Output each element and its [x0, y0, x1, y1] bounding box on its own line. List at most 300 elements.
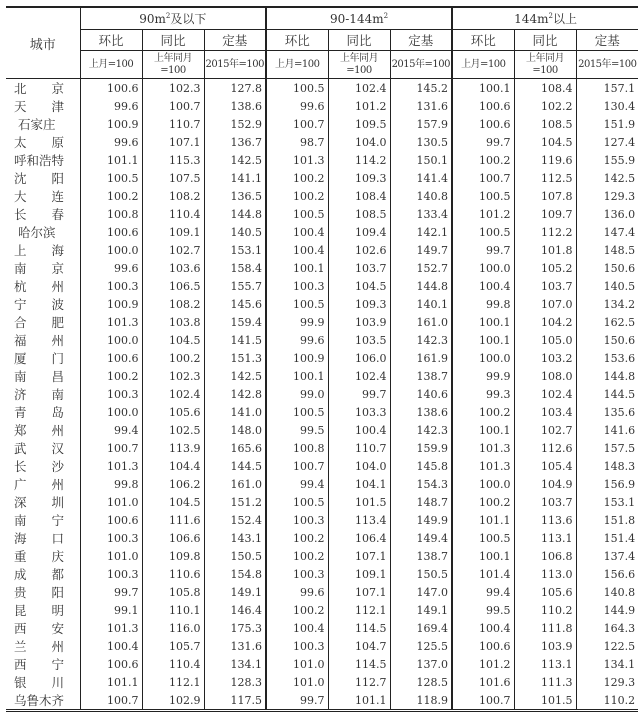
- city-name: 长 春: [14, 207, 65, 222]
- index-value: 144.8: [390, 277, 452, 295]
- sub-header: 环比: [266, 30, 328, 51]
- index-value: 125.5: [390, 637, 452, 655]
- index-value: 99.9: [266, 313, 328, 331]
- table-row: [6, 421, 638, 439]
- index-value: 100.7: [80, 439, 142, 457]
- table-row: [6, 493, 638, 511]
- table-row: [6, 205, 638, 223]
- index-value: 100.9: [266, 349, 328, 367]
- index-value: 101.3: [266, 151, 328, 169]
- index-value: 113.1: [514, 529, 576, 547]
- index-value: 101.5: [514, 691, 576, 711]
- index-value: 99.3: [452, 385, 514, 403]
- index-value: 101.1: [80, 151, 142, 169]
- city-name: 上 海: [14, 243, 65, 258]
- city-name: 大 连: [14, 189, 65, 204]
- index-value: 100.2: [80, 367, 142, 385]
- sub-header: 定基: [204, 30, 266, 51]
- index-value: 99.6: [80, 97, 142, 115]
- table-row: [6, 673, 638, 691]
- index-value: 98.7: [266, 133, 328, 151]
- unit-header: 上年同月=100: [142, 51, 204, 79]
- index-value: 134.1: [204, 655, 266, 673]
- city-name: 广 州: [14, 477, 65, 492]
- index-value: 99.4: [266, 475, 328, 493]
- sub-header: 同比: [142, 30, 204, 51]
- index-value: 145.2: [390, 79, 452, 98]
- index-value: 100.0: [80, 331, 142, 349]
- index-value: 140.8: [390, 187, 452, 205]
- index-value: 104.5: [514, 133, 576, 151]
- sub-header: 定基: [390, 30, 452, 51]
- city-name: 杭 州: [14, 279, 65, 294]
- table-row: [6, 223, 638, 241]
- index-value: 144.5: [576, 385, 638, 403]
- index-value: 141.0: [204, 403, 266, 421]
- index-value: 101.0: [80, 547, 142, 565]
- index-value: 155.7: [204, 277, 266, 295]
- index-value: 100.6: [452, 637, 514, 655]
- index-value: 147.4: [576, 223, 638, 241]
- index-value: 104.5: [142, 331, 204, 349]
- group-sup: 2: [548, 12, 553, 20]
- index-value: 150.6: [576, 331, 638, 349]
- index-value: 100.7: [452, 691, 514, 711]
- index-value: 138.6: [204, 97, 266, 115]
- index-value: 101.8: [514, 241, 576, 259]
- index-value: 169.4: [390, 619, 452, 637]
- index-value: 102.7: [142, 241, 204, 259]
- index-value: 101.1: [80, 673, 142, 691]
- index-value: 109.3: [328, 169, 390, 187]
- index-value: 109.3: [328, 295, 390, 313]
- city-name: 郑 州: [14, 423, 65, 438]
- table-row: [6, 133, 638, 151]
- index-value: 100.3: [266, 511, 328, 529]
- index-value: 99.6: [266, 97, 328, 115]
- index-value: 142.5: [204, 151, 266, 169]
- group-header: [80, 7, 266, 30]
- index-value: 149.1: [204, 583, 266, 601]
- city-name: 合 肥: [14, 315, 65, 330]
- city-name: 成 都: [14, 567, 65, 582]
- index-value: 112.1: [142, 673, 204, 691]
- index-value: 140.1: [390, 295, 452, 313]
- index-value: 99.7: [266, 691, 328, 711]
- index-value: 105.4: [514, 457, 576, 475]
- city-name: 南 京: [14, 261, 65, 276]
- index-value: 149.9: [390, 511, 452, 529]
- index-value: 152.7: [390, 259, 452, 277]
- index-value: 100.2: [452, 493, 514, 511]
- index-value: 112.5: [514, 169, 576, 187]
- sub-header: 定基: [576, 30, 638, 51]
- index-value: 157.9: [390, 115, 452, 133]
- index-value: 113.1: [514, 655, 576, 673]
- index-value: 100.2: [452, 403, 514, 421]
- index-value: 100.4: [328, 421, 390, 439]
- index-value: 105.6: [142, 403, 204, 421]
- index-value: 101.0: [266, 673, 328, 691]
- index-value: 100.4: [452, 277, 514, 295]
- index-value: 100.3: [266, 637, 328, 655]
- index-value: 157.5: [576, 439, 638, 457]
- unit-header: 上月=100: [80, 51, 142, 79]
- index-value: 165.6: [204, 439, 266, 457]
- table-row: [6, 403, 638, 421]
- index-value: 106.8: [514, 547, 576, 565]
- table-row: [6, 169, 638, 187]
- index-value: 100.3: [266, 277, 328, 295]
- index-value: 106.4: [328, 529, 390, 547]
- sub-header: 同比: [514, 30, 576, 51]
- index-value: 99.8: [80, 475, 142, 493]
- index-value: 141.4: [390, 169, 452, 187]
- index-value: 108.5: [514, 115, 576, 133]
- group-sup: 2: [383, 11, 389, 20]
- group-suffix: 及以下: [170, 12, 207, 26]
- index-value: 149.4: [390, 529, 452, 547]
- index-value: 100.7: [266, 457, 328, 475]
- index-value: 159.9: [390, 439, 452, 457]
- index-value: 144.5: [204, 457, 266, 475]
- index-value: 110.4: [142, 655, 204, 673]
- index-value: 106.6: [142, 529, 204, 547]
- city-name: 福 州: [14, 333, 65, 348]
- index-value: 110.2: [576, 691, 638, 711]
- index-value: 99.7: [80, 583, 142, 601]
- index-value: 99.7: [452, 241, 514, 259]
- index-value: 140.5: [576, 277, 638, 295]
- index-value: 100.5: [266, 295, 328, 313]
- index-value: 100.5: [452, 223, 514, 241]
- index-value: 100.3: [80, 277, 142, 295]
- index-value: 101.2: [452, 205, 514, 223]
- index-value: 143.1: [204, 529, 266, 547]
- group-header: [452, 7, 638, 30]
- index-value: 101.4: [452, 565, 514, 583]
- index-value: 153.1: [576, 493, 638, 511]
- index-value: 148.7: [390, 493, 452, 511]
- index-value: 100.2: [266, 601, 328, 619]
- index-value: 100.1: [266, 259, 328, 277]
- index-value: 100.2: [266, 169, 328, 187]
- city-name: 深 圳: [14, 495, 65, 510]
- index-value: 106.5: [142, 277, 204, 295]
- index-value: 100.6: [452, 97, 514, 115]
- index-value: 108.2: [142, 187, 204, 205]
- index-value: 102.6: [328, 241, 390, 259]
- index-value: 101.1: [328, 691, 390, 711]
- index-value: 105.2: [514, 259, 576, 277]
- city-name: 呼和浩特: [14, 153, 65, 168]
- index-value: 102.3: [142, 367, 204, 385]
- index-value: 164.3: [576, 619, 638, 637]
- index-value: 115.3: [142, 151, 204, 169]
- index-value: 144.9: [576, 601, 638, 619]
- index-value: 101.3: [80, 619, 142, 637]
- sub-header: 环比: [80, 30, 142, 51]
- index-value: 142.5: [576, 169, 638, 187]
- table-row: [6, 385, 638, 403]
- index-value: 99.7: [452, 133, 514, 151]
- group-label: 144m: [514, 12, 549, 26]
- index-value: 103.6: [142, 259, 204, 277]
- index-value: 142.1: [390, 223, 452, 241]
- index-value: 151.9: [576, 115, 638, 133]
- index-value: 105.0: [514, 331, 576, 349]
- index-value: 104.0: [328, 457, 390, 475]
- index-value: 140.8: [576, 583, 638, 601]
- city-name: 武 汉: [14, 441, 65, 456]
- index-value: 145.8: [390, 457, 452, 475]
- index-value: 117.5: [204, 691, 266, 711]
- city-name: 乌鲁木齐: [6, 691, 80, 711]
- index-value: 112.6: [514, 439, 576, 457]
- index-value: 106.2: [142, 475, 204, 493]
- index-value: 146.4: [204, 601, 266, 619]
- index-value: 100.1: [452, 313, 514, 331]
- index-value: 154.3: [390, 475, 452, 493]
- index-value: 155.9: [576, 151, 638, 169]
- table-row: [6, 79, 638, 98]
- index-value: 100.5: [266, 205, 328, 223]
- index-value: 104.1: [328, 475, 390, 493]
- index-value: 100.7: [266, 115, 328, 133]
- index-value: 100.4: [266, 223, 328, 241]
- city-name: 西 安: [14, 621, 65, 636]
- table-row: [6, 115, 638, 133]
- index-value: 175.3: [204, 619, 266, 637]
- index-value: 130.5: [390, 133, 452, 151]
- index-value: 100.2: [266, 547, 328, 565]
- index-value: 99.5: [266, 421, 328, 439]
- table-row: [6, 529, 638, 547]
- index-value: 100.7: [80, 691, 142, 711]
- city-name: 哈尔滨: [14, 225, 56, 240]
- index-value: 100.9: [80, 295, 142, 313]
- index-value: 100.3: [80, 385, 142, 403]
- unit-header: 上年同月=100: [328, 51, 390, 79]
- index-value: 161.0: [204, 475, 266, 493]
- index-value: 103.9: [514, 637, 576, 655]
- index-value: 161.9: [390, 349, 452, 367]
- index-value: 151.4: [576, 529, 638, 547]
- index-value: 109.8: [142, 547, 204, 565]
- index-value: 110.6: [142, 565, 204, 583]
- index-value: 103.9: [328, 313, 390, 331]
- index-value: 113.9: [142, 439, 204, 457]
- unit-header: 2015年=100: [204, 51, 266, 79]
- table-row: [6, 691, 638, 711]
- index-value: 141.1: [204, 169, 266, 187]
- index-value: 103.5: [328, 331, 390, 349]
- index-value: 99.0: [266, 385, 328, 403]
- index-value: 100.3: [266, 565, 328, 583]
- index-value: 101.0: [266, 655, 328, 673]
- index-value: 110.1: [142, 601, 204, 619]
- index-value: 116.0: [142, 619, 204, 637]
- unit-header: 2015年=100: [390, 51, 452, 79]
- index-value: 149.7: [390, 241, 452, 259]
- city-name: 沈 阳: [14, 171, 65, 186]
- index-value: 100.6: [80, 79, 142, 98]
- index-value: 133.4: [390, 205, 452, 223]
- index-value: 100.7: [452, 169, 514, 187]
- index-value: 100.4: [80, 637, 142, 655]
- index-value: 102.5: [142, 421, 204, 439]
- index-value: 119.6: [514, 151, 576, 169]
- table-row: [6, 439, 638, 457]
- index-value: 127.4: [576, 133, 638, 151]
- index-value: 113.0: [514, 565, 576, 583]
- index-value: 102.4: [328, 367, 390, 385]
- sub-header: 环比: [452, 30, 514, 51]
- table-row: [6, 331, 638, 349]
- table-row: [6, 583, 638, 601]
- index-value: 99.9: [452, 367, 514, 385]
- unit-header: 上月=100: [266, 51, 328, 79]
- city-name: 银 川: [14, 675, 65, 690]
- index-value: 109.4: [328, 223, 390, 241]
- index-value: 102.7: [514, 421, 576, 439]
- index-value: 108.4: [514, 79, 576, 98]
- index-value: 107.1: [328, 583, 390, 601]
- index-value: 128.5: [390, 673, 452, 691]
- index-value: 104.5: [142, 493, 204, 511]
- index-value: 147.0: [390, 583, 452, 601]
- index-value: 122.5: [576, 637, 638, 655]
- index-value: 101.1: [452, 511, 514, 529]
- table-row: [6, 655, 638, 673]
- city-name: 昆 明: [14, 603, 65, 618]
- index-value: 109.1: [328, 565, 390, 583]
- city-name: 南 昌: [14, 369, 65, 384]
- index-value: 134.2: [576, 295, 638, 313]
- index-value: 103.3: [328, 403, 390, 421]
- index-value: 152.9: [204, 115, 266, 133]
- index-value: 100.8: [266, 439, 328, 457]
- index-value: 104.4: [142, 457, 204, 475]
- index-value: 107.1: [328, 547, 390, 565]
- index-value: 100.6: [80, 655, 142, 673]
- index-value: 159.4: [204, 313, 266, 331]
- index-value: 134.1: [576, 655, 638, 673]
- index-value: 161.0: [390, 313, 452, 331]
- index-value: 150.1: [390, 151, 452, 169]
- index-value: 99.8: [452, 295, 514, 313]
- index-value: 108.5: [328, 205, 390, 223]
- index-value: 130.4: [576, 97, 638, 115]
- table-row: [6, 565, 638, 583]
- index-value: 151.2: [204, 493, 266, 511]
- city-name: 西 宁: [14, 657, 65, 672]
- index-value: 137.4: [576, 547, 638, 565]
- city-name: 贵 阳: [14, 585, 65, 600]
- index-value: 136.7: [204, 133, 266, 151]
- group-label: 90-144m: [329, 11, 384, 26]
- table-row: [6, 187, 638, 205]
- index-value: 107.5: [142, 169, 204, 187]
- city-name: 青 岛: [14, 405, 65, 420]
- index-value: 141.6: [576, 421, 638, 439]
- index-value: 100.2: [80, 187, 142, 205]
- index-value: 110.7: [328, 439, 390, 457]
- index-value: 157.1: [576, 79, 638, 98]
- index-value: 102.4: [142, 385, 204, 403]
- index-value: 107.1: [142, 133, 204, 151]
- index-value: 110.4: [142, 205, 204, 223]
- index-value: 156.6: [576, 565, 638, 583]
- index-value: 105.6: [514, 583, 576, 601]
- index-value: 142.3: [390, 421, 452, 439]
- index-value: 101.5: [328, 493, 390, 511]
- index-value: 103.2: [514, 349, 576, 367]
- index-value: 99.6: [266, 583, 328, 601]
- city-name: 济 南: [14, 387, 65, 402]
- index-value: 142.5: [204, 367, 266, 385]
- index-value: 100.4: [266, 619, 328, 637]
- unit-header: 上月=100: [452, 51, 514, 79]
- index-value: 100.0: [452, 349, 514, 367]
- price-index-table: [6, 6, 638, 712]
- table-row: [6, 97, 638, 115]
- city-name: 海 口: [14, 531, 65, 546]
- index-value: 100.1: [452, 421, 514, 439]
- index-value: 100.8: [80, 205, 142, 223]
- index-value: 141.5: [204, 331, 266, 349]
- table-row: [6, 367, 638, 385]
- index-value: 142.3: [390, 331, 452, 349]
- index-value: 100.3: [80, 565, 142, 583]
- index-value: 140.6: [390, 385, 452, 403]
- index-value: 111.6: [142, 511, 204, 529]
- index-value: 137.0: [390, 655, 452, 673]
- index-value: 100.5: [452, 187, 514, 205]
- table-row: [6, 619, 638, 637]
- index-value: 101.3: [80, 457, 142, 475]
- index-value: 99.1: [80, 601, 142, 619]
- index-value: 100.7: [142, 97, 204, 115]
- index-value: 153.1: [204, 241, 266, 259]
- city-name: 厦 门: [14, 351, 65, 366]
- index-value: 128.3: [204, 673, 266, 691]
- index-value: 105.7: [142, 637, 204, 655]
- index-value: 103.8: [142, 313, 204, 331]
- group-label: 90m: [139, 12, 166, 26]
- table-row: [6, 277, 638, 295]
- index-value: 108.4: [328, 187, 390, 205]
- index-value: 100.5: [266, 79, 328, 98]
- index-value: 129.3: [576, 187, 638, 205]
- index-value: 100.9: [80, 115, 142, 133]
- index-value: 154.8: [204, 565, 266, 583]
- index-value: 107.8: [514, 187, 576, 205]
- table-row: [6, 295, 638, 313]
- index-value: 136.5: [204, 187, 266, 205]
- index-value: 100.1: [452, 547, 514, 565]
- index-value: 131.6: [390, 97, 452, 115]
- table-row: [6, 151, 638, 169]
- index-value: 118.9: [390, 691, 452, 711]
- index-value: 104.7: [328, 637, 390, 655]
- index-value: 109.1: [142, 223, 204, 241]
- index-value: 114.2: [328, 151, 390, 169]
- index-value: 104.5: [328, 277, 390, 295]
- city-name: 石家庄: [14, 117, 56, 132]
- group-sup: 2: [165, 12, 171, 20]
- table-row: [6, 511, 638, 529]
